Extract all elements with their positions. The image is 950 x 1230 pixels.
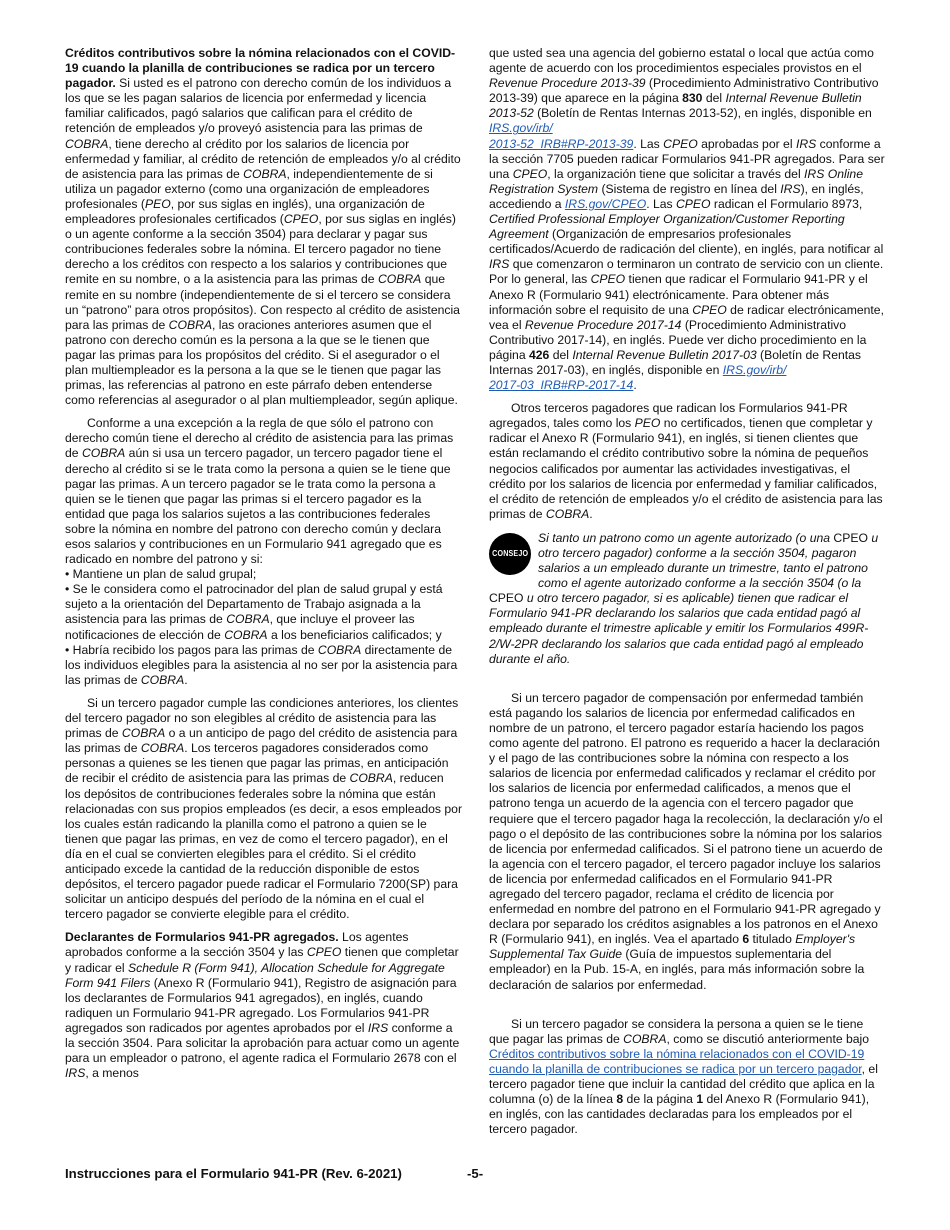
paragraph-aggregate-filers: Declarantes de Formularios 941-PR agregados. Los agentes aprobados conforme a la sección 3504 y las CPEO tienen que completar y radicar el Schedule R (Form 941), Allocation Schedule for Aggregate Form 941 Filers (Anexo R (Formulario 941), Registro de asignación para los declarantes de Formularios 941 agregados), en inglés, cuando radiquen un Formulario 941-PR agregado. Los Formularios 941-PR agregados son radicados por agentes aprobados por el IRS conforme a la sección 3504. Para solicitar la aprobación para actuar como un agente para un empleador o patrono, el agente radica el Formulario 2678 con el IRS, a menos — [65, 930, 460, 1081]
tip-icon: CONSEJO — [489, 533, 531, 575]
paragraph-cobra-third-party: Si un tercero pagador se considera la persona a quien se le tiene que pagar las primas de COBRA, como se discutió anteriormente bajo Créditos contributivos sobre la nómina relacionados con el COVID-19 cuando la planilla de contribuciones se radica por un tercero pagador, el tercero pagador tiene que incluir la cantidad del crédito que aplica en la columna (o) de la línea 8 de la página 1 del Anexo R (Formulario 941), en inglés, con las cantidades declaradas para los empleados por el tercero pagador. — [489, 1016, 878, 1137]
tip-box: CONSEJO Si tanto un patrono como un agente autorizado (o una CPEO u otro tercero pagador) conforme a la sección 3504, pagaron salarios a un empleado durante un trimestre, tanto el patrono como el agente autorizado conforme a la sección 3504 (o la CPEO u otro tercero pagador, si es aplicable) tienen que radicar el Formulario 941-PR declarando los salarios que cada entidad pagó al empleado durante el trimestre aplicable y emitir los Formularios 499R-2/W-2PR declarando los salarios que cada entidad pagó al empleado durante el año. — [489, 530, 879, 666]
paragraph-other-third-parties: Otros terceros pagadores que radican los Formularios 941-PR agregados, tales como los PEO no certificados, tienen que completar y radicar el Anexo R (Formulario 941), en inglés, si tienen clientes que están reclamando el crédito contributivo sobre la nómina de pequeños negocios calificados por aumentar las actividades investigativas, el crédito por los salarios de licencia por enfermedad y familiar calificados, el crédito de retención de empleados y/o el crédito de asistencia para las primas de COBRA. — [489, 401, 883, 521]
bullet-item: • Habría recibido los pagos para las primas de COBRA directamente de los individuos elegibles para la asistencia al no ser por la asistencia para las primas de COBRA. — [65, 642, 458, 687]
paragraph-covid-credits: Créditos contributivos sobre la nómina relacionados con el COVID-19 cuando la planilla de contribuciones se radica por un tercero pagador. Si usted es el patrono con derecho común de los individuos a los que se les pagan salarios de licencia por enfermedad y licencia familiar calificados, pagó salarios que califican para el crédito de retención de empleados y/o proveyó asistencia para las primas de COBRA, tiene derecho al crédito por los salarios de licencia por enfermedad y familiar, al crédito de retención de empleados y/o al crédito de asistencia para las primas de COBRA, independientemente de si utiliza un pagador externo (como una organización de empleadores profesionales (PEO, por sus siglas en inglés), una organización de empleadores profesionales certificados (CPEO, por sus siglas en inglés) o un agente conforme a la sección 3504) para declarar y pagar sus contribuciones federales sobre la nómina. El tercero pagador no tiene derecho a los créditos con respecto a los salarios y contribuciones que remite en su nombre, o a la asistencia para las primas de COBRA que remite en su nombre (independientemente de si el tercero se considera un “patrono” para otros propósitos). Con respecto al crédito de asistencia para las primas de COBRA, las oraciones anteriores asumen que el patrono con derecho común es la persona a la que se le tienen que pagar las primas para los propósitos del crédito. Si el asegurador o el plan multiempleador es la persona a la que se le tienen que pagar las primas, las referencias al patrono en este párrafo deben entenderse como referencias al asegurador o al plan multiempleador, según aplique. — [65, 46, 461, 408]
link-irs-cpeo[interactable]: IRS.gov/CPEO — [564, 196, 647, 211]
bullet-item: • Se le considera como el patrocinador del plan de salud grupal y está sujeto a la orientación del Departamento de Trabajo asignada a la asistencia para las primas de COBRA, que incluye el proveer las notificaciones de elección de COBRA a los beneficiarios calificados; y — [65, 582, 443, 642]
heading-covid-credits: Créditos contributivos sobre la nómina relacionados con el COVID-19 cuando la planilla de contribuciones se radica por un tercero pagador. — [65, 46, 456, 91]
page-number: -5- — [467, 1166, 484, 1181]
bullet-item: • Mantiene un plan de salud grupal; — [65, 567, 257, 582]
paragraph-exception: Conforme a una excepción a la regla de que sólo el patrono con derecho común tiene el derecho al crédito de asistencia para las primas de COBRA aún si usa un tercero pagador, un tercero pagador tiene el derecho al crédito si se le trata como la persona a quien se le tiene que pagar las primas. A un tercero pagador se le trata como la persona a quien se le tienen que pagar las primas si el tercero pagador es la entidad que paga los salarios sujetos a las contribuciones federales sobre la nómina en nombre del patrono con derecho común y declara esos salarios y contribuciones en un Formulario 941 agregado que es radicado en nombre del patrono y si: — [65, 416, 454, 567]
page-footer — [65, 1166, 886, 1186]
link-irb-2017-03[interactable]: IRS.gov/irb/ 2017-03_IRB#RP-2017-14 — [489, 362, 787, 393]
link-irb-2013-52[interactable]: IRS.gov/irb/ 2013-52_IRB#RP-2013-39 — [489, 121, 634, 151]
left-column — [65, 46, 462, 1081]
link-covid-credits-section[interactable]: Créditos contributivos sobre la nómina relacionados con el COVID-19 cuando la planilla de contribuciones se radica por un tercero pagador — [489, 1046, 865, 1076]
paragraph-cpeo: que usted sea una agencia del gobierno estatal o local que actúa como agente de acuerdo con los procedimientos especiales provistos en el Revenue Procedure 2013-39 (Procedimiento Administrativo Contributivo 2013-39) que aparece en la página 830 del Internal Revenue Bulletin 2013-52 (Boletín de Rentas Internas 2013-52), en inglés, disponible en IRS.gov/irb/ 2013-52_IRB#RP-2013-39. Las CPEO aprobadas por el IRS conforme a la sección 7705 pueden radicar Formularios 941-PR agregados. Para ser una CPEO, la organización tiene que solicitar a través del IRS Online Registration System (Sistema de registro en línea del IRS), en inglés, accediendo a IRS.gov/CPEO. Las CPEO radican el Formulario 8973, Certified Professional Employer Organization/Customer Reporting Agreement (Organización de empresarios profesionales certificados/Acuerdo de radicación del cliente), en inglés, para notificar al IRS que comenzaron o terminaron un contrato de servicio con un cliente. Por lo general, las CPEO tienen que radicar el Formulario 941-PR y el Anexo R (Formulario 941) electrónicamente. Para obtener más información sobre el requisito de una CPEO de radicar electrónicamente, vea el Revenue Procedure 2017-14 (Procedimiento Administrativo Contributivo 2017-14), en inglés. Puede ver dicho procedimiento en la página 426 del Internal Revenue Bulletin 2017-03 (Boletín de Rentas Internas 2017-03), en inglés, disponible en IRS.gov/irb/ 2017-03_IRB#RP-2017-14. — [489, 46, 885, 393]
right-column — [489, 46, 886, 1137]
paragraph-sick-pay-third-party: Si un tercero pagador de compensación por enfermedad también está pagando los salarios de licencia por enfermedad calificados en nombre de un patrono, el tercero pagador estaría haciendo los pagos como agente del patrono. El patrono es requerido a hacer la declaración y el pago de las contribuciones sobre la nómina con respecto a los salarios de licencia por enfermedad calificados y reclamar el crédito por los salarios de licencia por enfermedad calificados, a menos que el patrono tenga un acuerdo de la agencia con el tercero pagador que requiere que el tercero pagador haga la recolección, la declaración y/o el pago o el depósito de las contribuciones sobre la nómina por los salarios de licencia por enfermedad calificados. Si el patrono tiene un acuerdo de la agencia con el tercero pagador, el tercero pagador incluye los salarios de licencia por enfermedad calificados en el Formulario 941-PR agregado del tercero pagador, reclama el crédito de licencia por enfermedad en nombre del patrono en el Formulario 941-PR agregado y declara por separado los créditos asignables a los patronos en el Anexo R (Formulario 941), en inglés. Vea el apartado 6 titulado Employer's Supplemental Tax Guide (Guía de impuestos suplementaria del empleador) en la Pub. 15-A, en inglés, para más información sobre la declaración de salarios por enfermedad. — [489, 690, 883, 992]
paragraph-third-party-conditions: Si un tercero pagador cumple las condiciones anteriores, los clientes del tercero pagador no son elegibles al crédito de asistencia para las primas de COBRA o a un anticipo de pago del crédito de asistencia para las primas de COBRA. Los terceros pagadores considerados como personas a quienes se les tienen que pagar las primas, en anticipación de recibir el crédito de asistencia para las primas de COBRA, reducen los depósitos de contribuciones federales sobre la nómina que están relacionadas con sus propios empleados (es decir, a esos empleados por los cuales están radicando la planilla como el patrono a quien se le tienen que pagar las primas, en vez de como el tercero pagador), en el día en el cual se convierten elegibles para el crédito. Si el crédito anticipado excede la cantidad de la reducción disponible de estos depósitos, el tercero pagador puede radicar el Formulario 7200(SP) para solicitar un anticipo después del período de la nómina en el cual el tercero pagador se convierte elegible para el crédito. — [65, 695, 462, 922]
footer-title: Instrucciones para el Formulario 941-PR (Rev. 6-2021) — [65, 1166, 402, 1181]
heading-aggregate-filers: Declarantes de Formularios 941-PR agregados. — [65, 930, 339, 945]
